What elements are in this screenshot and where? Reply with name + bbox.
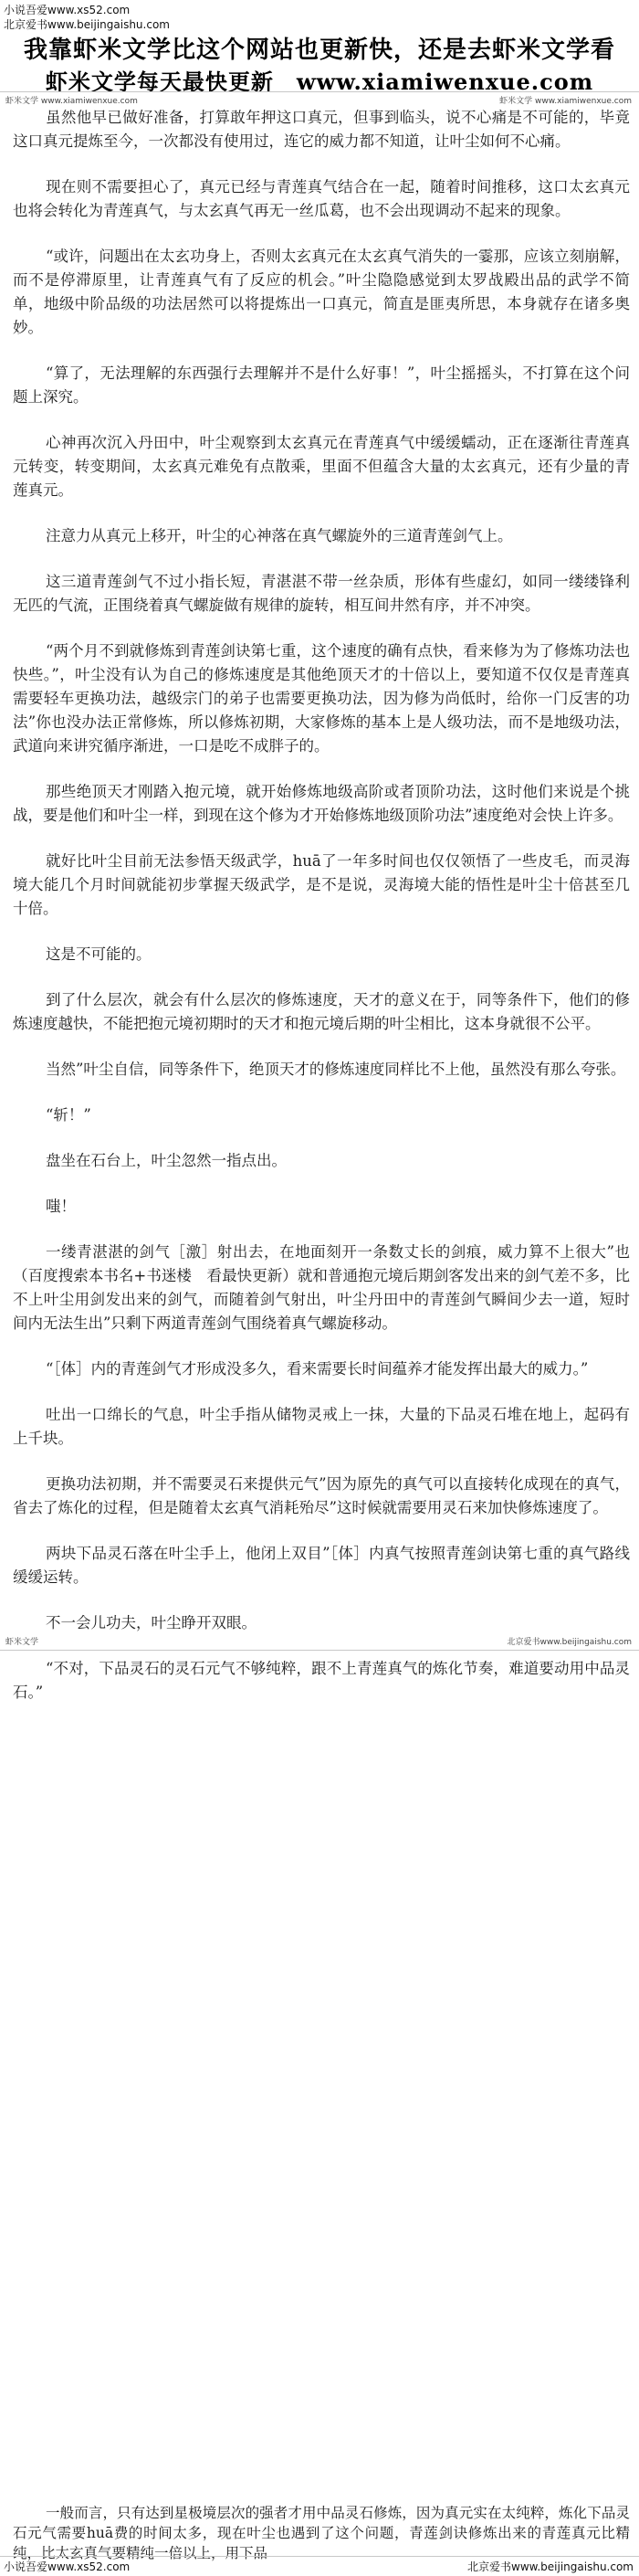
footer-left-site: 小说吾爱www.xs52.com <box>4 2560 131 2573</box>
paragraph: 现在则不需要担心了，真元已经与青莲真气结合在一起，随着时间推移，这口太玄真元也将会转化为青莲真气，与太玄真气再无一丝瓜葛，也不会出现调动不起来的现象。 <box>13 178 630 219</box>
paragraph: “两个月不到就修炼到青莲剑诀第七重，这个速度的确有点快，看来修为为了修炼功法也快些。”，叶尘没有认为自己的修炼速度是其他绝顶天才的十倍以上，要知道不仅仅是青莲真需要轻车更换功法，越级宗门的弟子也需要更换功法，因为修为尚低时，给你一门反害的功法”你也没办法正常修炼，所以修炼初期，大家修炼的基本上是人级功法，而不是地级功法，武道向来讲究循序渐进，一口是吃不成胖子的。 <box>13 642 630 755</box>
scan-header-right: 虾米文学 www.xiamiwenxue.com <box>499 97 632 106</box>
footer-right-site: 北京爱书www.beijingaishu.com <box>467 2560 634 2573</box>
paragraph: 不一会儿功夫，叶尘睁开双眼。 <box>46 1614 257 1631</box>
paragraph: “或许，问题出在太玄功身上，否则太玄真元在太玄真气消失的一霎那，应该立刻崩解，而不是停滞原里，让青莲真气有了反应的机会。”叶尘隐隐感觉到太罗战殿出品的武学不简单，地级中阶品级的功法居然可以将提炼出一口真元，简直是匪夷所思，本身就存在诸多奥妙。 <box>13 248 630 336</box>
paragraph: “不对，下品灵石的灵石元气不够纯粹，跟不上青莲真气的炼化节奏，难道要动用中品灵石。” <box>13 1660 630 1701</box>
paragraph: 虽然他早已做好准备，打算敢年押这口真元，但事到临头，说不心痛是不可能的，毕竟这口真元提炼至今，一次都没有使用过，连它的威力都不知道，让叶尘如何不心痛。 <box>13 109 630 150</box>
paragraph: 这是不可能的。 <box>46 945 152 963</box>
page-break-divider <box>0 1650 639 1651</box>
chapter-text <box>0 106 639 1705</box>
paragraph: “算了，无法理解的东西强行去理解并不是什么好事！”，叶尘摇摇头，不打算在这个问题上深究。 <box>13 364 630 406</box>
paragraph: 吐出一口绵长的气息，叶尘手指从储物灵戒上一抹，大量的下品灵石堆在地上，起码有上千块。 <box>13 1406 630 1447</box>
scan2-header-left: 虾米文学 <box>5 1638 39 1647</box>
footer-divider <box>0 2556 639 2557</box>
second-site-label: 北京爱书www.beijingaishu.com <box>4 18 170 31</box>
paragraph: 心神再次沉入丹田中，叶尘观察到太玄真元在青莲真气中缓缓蠕动，正在逐渐往青莲真元转变，转变期间，太玄真元难免有点散乘，里面不但蕴含大量的太玄真元，还有少量的青莲真元。 <box>13 434 630 499</box>
banner-line-2: 虾米文学每天最快更新 www.xiamiwenxue.com <box>45 69 594 95</box>
paragraph: 到了什么层次，就会有什么层次的修炼速度，天才的意义在于，同等条件下，他们的修炼速度越快，不能把抱元境初期时的天才和抱元境后期的叶尘相比，这本身就很不公平。 <box>13 991 630 1032</box>
header-divider <box>0 91 639 92</box>
paragraph: 注意力从真元上移开，叶尘的心神落在真气螺旋外的三道青莲剑气上。 <box>46 527 513 544</box>
paragraph: “斩！” <box>46 1106 91 1124</box>
paragraph: 当然”叶尘自信，同等条件下，绝顶天才的修炼速度同样比不上他，虽然没有那么夸张。 <box>46 1061 626 1078</box>
scan-header-left: 虾米文学 www.xiamiwenxue.com <box>5 97 138 106</box>
paragraph: 更换功法初期，并不需要灵石来提供元气”因为原先的真气可以直接转化成现在的真气，省去了炼化的过程，但是随着太玄真气消耗殆尽”这时候就需要用灵石来加快修炼速度了。 <box>13 1475 630 1516</box>
paragraph: 就好比叶尘目前无法参悟天级武学，huā了一年多时间也仅仅领悟了一些皮毛，而灵海境大能几个月时间就能初步掌握天级武学，是不是说，灵海境大能的悟性是叶尘十倍甚至几十倍。 <box>13 852 630 917</box>
paragraph: 盘坐在石台上，叶尘忽然一指点出。 <box>46 1152 287 1169</box>
paragraph: 嗤！ <box>46 1198 76 1215</box>
scan2-header-right: 北京爱书www.beijingaishu.com <box>507 1638 632 1647</box>
top-site-label: 小说吾爱www.xs52.com <box>4 4 131 16</box>
paragraph: “［体］内的青莲剑气才形成没多久，看来需要长时间蕴养才能发挥出最大的威力。” <box>46 1360 589 1378</box>
banner-line-1: 我靠虾米文学比这个网站也更新快，还是去虾米文学看 <box>23 37 615 64</box>
trailing-paragraph-block <box>0 2503 639 2563</box>
paragraph: 那些绝顶天才刚踏入抱元境，就开始修炼地级高阶或者顶阶功法，这时他们来说是个挑战，要是他们和叶尘一样，到现在这个修为才开始修炼地级顶阶功法”速度绝对会快上许多。 <box>13 783 630 824</box>
trailing-paragraph: 一般而言，只有达到星极境层次的强者才用中品灵石修炼，因为真元实在太纯粹，炼化下品灵石元气需要huā费的时间太多，现在叶尘也遇到了这个问题，青莲剑诀修炼出来的青莲真元比精纯，比太玄真气要精纯一倍以上，用下品 <box>13 2505 630 2561</box>
paragraph: 这三道青莲剑气不过小指长短，青湛湛不带一丝杂质，形体有些虚幻，如同一缕缕锋利无匹的气流，正围绕着真气螺旋做有规律的旋转，相互间井然有序，并不冲突。 <box>13 573 630 614</box>
paragraph: 两块下品灵石落在叶尘手上，他闭上双目”［体］内真气按照青莲剑诀第七重的真气路线缓缓运转。 <box>13 1545 630 1586</box>
paragraph: 一缕青湛湛的剑气［激］射出去，在地面刻开一条数丈长的剑痕，威力算不上很大”也（百度搜索本书名+书迷楼 看最快更新）就和普通抱元境后期剑客发出来的剑气差不多，比不上叶尘用剑发出来的剑气，而随着剑气射出，叶尘丹田中的青莲剑气瞬间少去一道，短时间内无法生出”只剩下两道青莲剑气围绕着真气螺旋移动。 <box>13 1243 630 1332</box>
